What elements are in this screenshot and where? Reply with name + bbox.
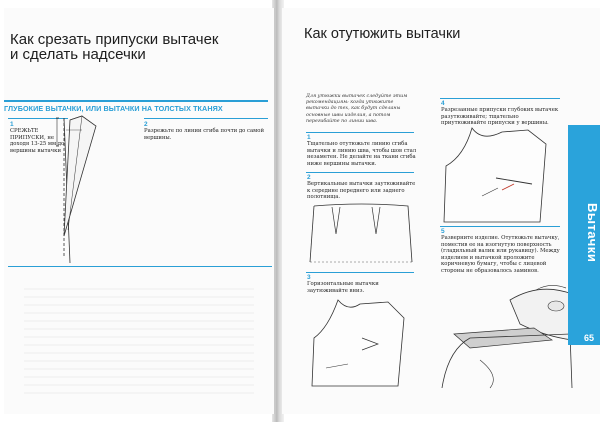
right-page-title: Как отутюжить вытачки	[304, 26, 461, 42]
bleed-through-area	[24, 288, 254, 398]
skirt-darts-illustration	[308, 204, 416, 264]
step-number: 3	[307, 274, 311, 281]
step-text: Разрезанные припуски глубоких вытачек разутюживайте; тщательно приутюживайте припуски у вершины.	[441, 107, 559, 127]
right-page	[282, 8, 600, 414]
step-number: 1	[10, 121, 14, 128]
step-number: 5	[441, 228, 445, 235]
step-text: Вертикальные вытачки заутюживайте к середине переднего или заднего полотнища.	[307, 181, 416, 201]
left-page	[4, 8, 275, 414]
step-number: 2	[307, 174, 311, 181]
step-number: 1	[307, 134, 311, 141]
left-title-line1: Как срезать припуски вытачек	[10, 31, 219, 48]
step-rule	[306, 172, 414, 173]
step-text: Разрежьте по линии сгиба почти до самой вершины.	[144, 128, 264, 141]
section-banner: ГЛУБОКИЕ ВЫТАЧКИ, ИЛИ ВЫТАЧКИ НА ТОЛСТЫХ ТКАНЯХ	[4, 100, 268, 118]
step-text: Разверните изделие. Отутюжьте вытачку, поместив ее на изогнутую поверхность (гладильный валик или рукавицу). Между изделием и вытачкой проложите коричневую бумагу, чтобы с лицевой стороны не образовалось заминов.	[441, 235, 560, 274]
left-title-line2: и сделать надсечки	[10, 46, 146, 63]
chapter-side-tab	[568, 125, 600, 345]
dart-cut-illustration	[36, 108, 146, 258]
intro-note: Для утюжки вытачек следуйте этим рекомендациям: когда утюжите вытачки до тех, как будут сделаны основные швы изделия, а потом перегибайте по линии шва.	[306, 94, 408, 124]
step-text: Горизонтальные вытачки заутюживайте вниз.	[307, 281, 379, 294]
pressed-dart-illustration	[442, 126, 572, 226]
left-page-title	[10, 32, 219, 62]
step-rule	[440, 98, 560, 99]
step-rule	[440, 226, 560, 227]
step-number: 2	[144, 121, 148, 128]
step-text: Тщательно отутюжьте линию сгиба вытачки и линию шва, чтобы шов стал незаметен. Не делайте на ткани сгиба ниже вершины вытачки.	[307, 141, 417, 167]
step-rule	[144, 118, 268, 119]
step-number: 4	[441, 100, 445, 107]
step-rule	[306, 272, 414, 273]
step-text: СРЕЖЬТЕ ПРИПУСКИ, не доходя 13-25 мм до вершины вытачки	[10, 128, 65, 154]
section-divider	[8, 266, 272, 267]
iron-pressing-illustration	[440, 280, 572, 390]
page-number: 65	[583, 333, 594, 343]
step-rule	[306, 132, 414, 133]
chapter-tab-label: Вытачки	[585, 203, 600, 263]
bodice-dart-illustration	[308, 298, 416, 388]
